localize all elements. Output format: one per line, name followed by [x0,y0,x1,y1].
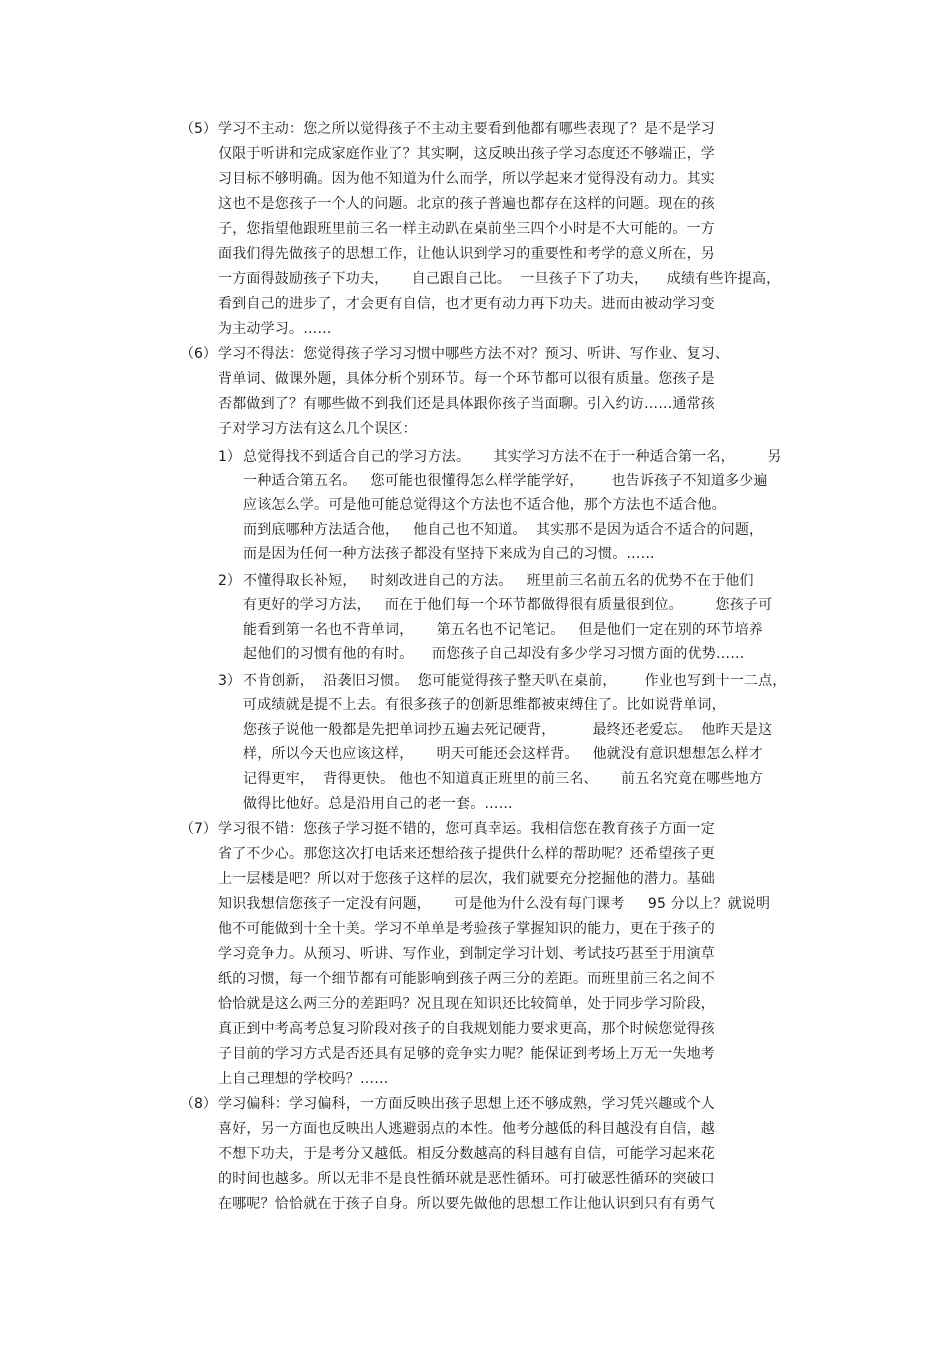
paragraph-line: 上一层楼是吧？所以对于您孩子这样的层次，我们就要充分挖掘他的潜力。基础 [218,871,715,887]
item-line: 做得比他好。总是沿用自己的老一套。…… [243,796,513,812]
paragraph-line: 学习偏科：学习偏科，一方面反映出孩子思想上还不够成熟，学习凭兴趣或个人 [218,1096,715,1112]
paragraph-line: 他不可能做到十全十美。学习不单单是考验孩子掌握知识的能力，更在于孩子的 [218,921,715,937]
paragraph-line: 真正到中考高考总复习阶段对孩子的自我规划能力要求更高，那个时候您觉得孩 [218,1021,715,1037]
paragraph-line: 习目标不够明确。因为他不知道为什么而学，所以学起来才觉得没有动力。其实 [218,171,715,187]
paragraph-line: 这也不是您孩子一个人的问题。北京的孩子普遍也都存在这样的问题。现在的孩 [218,196,715,212]
paragraph-line: 学习不得法：您觉得孩子学习习惯中哪些方法不对？预习、听讲、写作业、复习、 [218,346,730,362]
item-line: 可成绩就是提不上去。有很多孩子的创新思维都被束缚住了。比如说背单词， [243,697,726,713]
item-line: 有更好的学习方法， 而在于他们每一个环节都做得很有质量很到位。 您孩子可 [243,597,773,613]
item-number: 3） [218,673,241,689]
paragraph-line: 不想下功夫，于是考分又越低。相反分数越高的科目越有自信，可能学习起来花 [218,1146,715,1162]
paragraph-line: 子，您指望他跟班里前三名一样主动趴在桌前坐三四个小时是不大可能的。一方 [218,221,715,237]
paragraph-line: 仅限于听讲和完成家庭作业了？其实啊，这反映出孩子学习态度还不够端正，学 [218,146,715,162]
paragraph-line: 在哪呢？恰恰就在于孩子自身。所以要先做他的思想工作让他认识到只有有勇气 [218,1196,715,1212]
paragraph-line: 看到自己的进步了，才会更有自信，也才更有动力再下功夫。进而由被动学习变 [218,296,715,312]
item-line: 应该怎么学。可是他可能总觉得这个方法也不适合他，那个方法也不适合他。 [243,497,726,513]
item-line: 记得更牢， 背得更快。 他也不知道真正班里的前三名、 前五名究竟在哪些地方 [243,771,763,787]
paragraph-line: 上自己理想的学校吗？…… [218,1071,389,1087]
paragraph-line: 面我们得先做孩子的思想工作，让他认识到学习的重要性和考学的意义所在，另 [218,246,715,262]
paragraph-line: 纸的习惯，每一个细节都有可能影响到孩子两三分的差距。而班里前三名之间不 [218,971,715,987]
item-line: 不肯创新， 沿袭旧习惯。 您可能觉得孩子整天叭在桌前， 作业也写到十一二点， [243,673,787,689]
paragraph-line: 子对学习方法有这么几个误区： [218,421,417,437]
item-line: 您孩子说他一般都是先把单词抄五遍去死记硬背， 最终还老爱忘。 他昨天是这 [243,722,773,738]
paragraph-line: 一方面得鼓励孩子下功夫， 自己跟自己比。 一旦孩子下了功夫， 成绩有些许提高， [218,271,781,287]
paragraph-line: 知识我想信您孩子一定没有问题， 可是他为什么没有每门课考 95 分以上？就说明 [218,896,771,912]
item-number: 1） [218,449,241,465]
section-number: （6） [180,346,217,362]
item-line: 能看到第一名也不背单词， 第五名也不记笔记。 但是他们一定在别的环节培养 [243,622,763,638]
paragraph-line: 恰恰就是这么两三分的差距吗？况且现在知识还比较简单，处于同步学习阶段， [218,996,715,1012]
paragraph-line: 背单词、做课外题，具体分析个别环节。每一个环节都可以很有质量。您孩子是 [218,371,715,387]
paragraph-line: 学习不主动：您之所以觉得孩子不主动主要看到他都有哪些表现了？是不是学习 [218,121,715,137]
item-line: 不懂得取长补短， 时刻改进自己的方法。 班里前三名前五名的优势不在于他们 [243,573,754,589]
paragraph-line: 的时间也越多。所以无非不是良性循环就是恶性循环。可打破恶性循环的突破口 [218,1171,715,1187]
paragraph-line: 省了不少心。那您这次打电话来还想给孩子提供什么样的帮助呢？还希望孩子更 [218,846,715,862]
section-number: （8） [180,1096,217,1112]
item-number: 2） [218,573,241,589]
section-number: （5） [180,121,217,137]
paragraph-line: 喜好，另一方面也反映出人逃避弱点的本性。他考分越低的科目越没有自信，越 [218,1121,715,1137]
paragraph-line: 否都做到了？有哪些做不到我们还是具体跟你孩子当面聊。引入约访……通常孩 [218,396,715,412]
item-line: 而到底哪种方法适合他， 他自己也不知道。 其实那不是因为适合不适合的问题， [243,522,764,538]
item-line: 一种适合第五名。 您可能也很懂得怎么样学能学好， 也告诉孩子不知道多少遍 [243,473,768,489]
section-number: （7） [180,821,217,837]
item-line: 起他们的习惯有他的有时。 而您孩子自己却没有多少学习习惯方面的优势…… [243,646,745,662]
item-line: 而是因为任何一种方法孩子都没有坚持下来成为自己的习惯。…… [243,546,655,562]
paragraph-line: 子目前的学习方式是否还具有足够的竞争实力呢？能保证到考场上万无一失地考 [218,1046,715,1062]
item-line: 样，所以今天也应该这样， 明天可能还会这样背。 他就没有意识想想怎么样才 [243,746,763,762]
paragraph-line: 学习竞争力。从预习、听讲、写作业，到制定学习计划、考试技巧甚至于用演草 [218,946,715,962]
paragraph-line: 为主动学习。…… [218,321,332,337]
paragraph-line: 学习很不错：您孩子学习挺不错的，您可真幸运。我相信您在教育孩子方面一定 [218,821,715,837]
item-line: 总觉得找不到适合自己的学习方法。 其实学习方法不在于一种适合第一名， 另 [243,449,782,465]
